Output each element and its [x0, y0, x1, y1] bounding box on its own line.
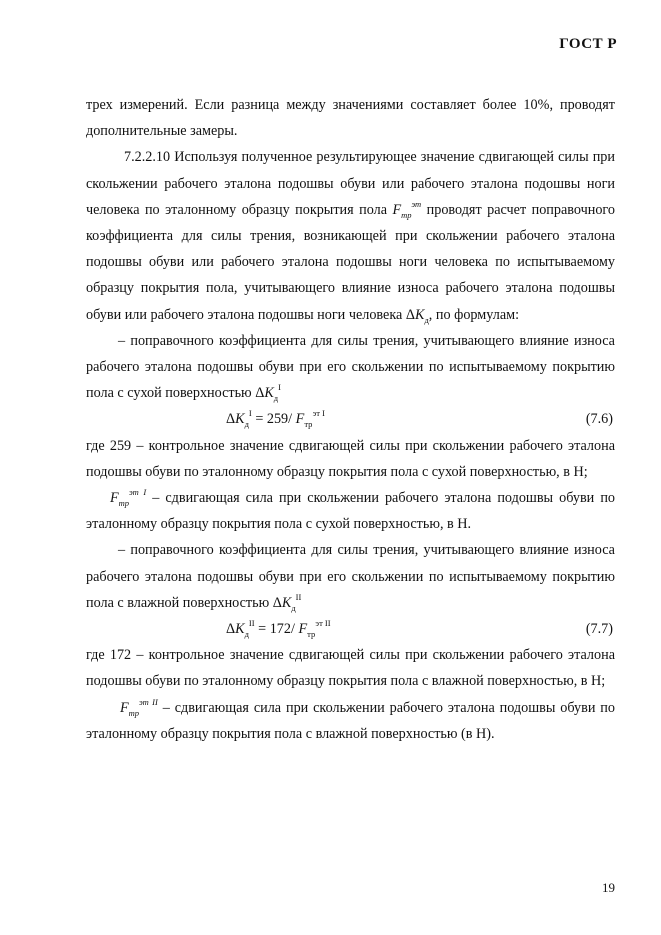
paragraph-continuation: трех измерений. Если разница между значениями составляет более 10%, проводят дополнительные замеры.: [86, 97, 615, 140]
document-header: ГОСТ Р: [559, 36, 617, 52]
definition-F-tr-et-I: $F_{тр}^{эт I}$ – сдвигающая сила при скольжении рабочего эталона подошвы обуви по эталонному образцу покрытия пола с сухой поверхностью, в Н.: [86, 487, 616, 533]
formula-7-6: [86, 406, 615, 432]
symbol-F-tr-et: $F_{тр}^{эт}$: [392, 198, 422, 220]
formula-7-6-expression: $\Delta K_д^I = 259/$ $F_{тр}^{эт I}$: [226, 408, 325, 430]
document-body: [86, 92, 615, 747]
paragraph-7-2-2-10: 7.2.2.10 Используя полученное результирующее значение сдвигающей силы при скольжении рабочего эталона подошвы обуви или рабочего эталона подошвы ноги человека по эталонному образцу покрытия пола $F_{тр}^{эт}$ проводят расчет поправочного коэффициента для силы трения, возникающей при скольжении рабочего эталона подошвы обуви или рабочего эталона подошвы ноги человека по испытываемому образцу покрытия пола, учитывающего влияние износа рабочего эталона подошвы обуви или рабочего эталона подошвы ноги человека $\Delta K_д$, по формулам:: [86, 149, 615, 325]
where-172: где 172 – контрольное значение сдвигающей силы при скольжении рабочего эталона подошвы обуви по эталонному образцу покрытия пола с влажной поверхностью, в Н;: [86, 647, 615, 690]
symbol-F-tr-et-I: $F_{тр}^{эт I}$: [110, 487, 147, 509]
definition-F-tr-et-II: $F_{тр}^{эт II}$ – сдвигающая сила при скольжении рабочего эталона подошвы обуви по эталонному образцу покрытия пола с влажной поверхностью (в Н).: [86, 696, 615, 742]
where-259: где 259 – контрольное значение сдвигающей силы при скольжении рабочего эталона подошвы обуви по эталонному образцу покрытия пола с сухой поверхностью, в Н;: [86, 437, 615, 480]
list-item-wet-surface: – поправочного коэффициента для силы трения, учитывающего влияние износа рабочего эталона подошвы обуви при его скольжении по испытываемому покрытию пола с влажной поверхностью $\Delta K_д^{II}$: [86, 542, 615, 613]
symbol-delta-K-d: $\Delta K_д$: [405, 306, 429, 325]
symbol-delta-K-d-II: $\Delta K_д^{II}$: [272, 591, 302, 613]
formula-7-7-expression: $\Delta K_д^{II} = 172/$ $F_{тр}^{эт II}$: [226, 618, 331, 640]
symbol-delta-K-d-I: $\Delta K_д^I$: [255, 382, 281, 404]
page-number: 19: [602, 880, 615, 895]
formula-7-7: [86, 616, 615, 642]
symbol-F-tr-et-II: $F_{тр}^{эт II}$: [120, 696, 158, 718]
list-item-dry-surface: – поправочного коэффициента для силы трения, учитывающего влияние износа рабочего эталона подошвы обуви при его скольжении по испытываемому покрытию пола с сухой поверхностью $\Delta K_д^I$: [86, 332, 615, 404]
formula-7-7-number: (7.7): [585, 621, 613, 638]
formula-7-6-number: (7.6): [585, 411, 613, 428]
